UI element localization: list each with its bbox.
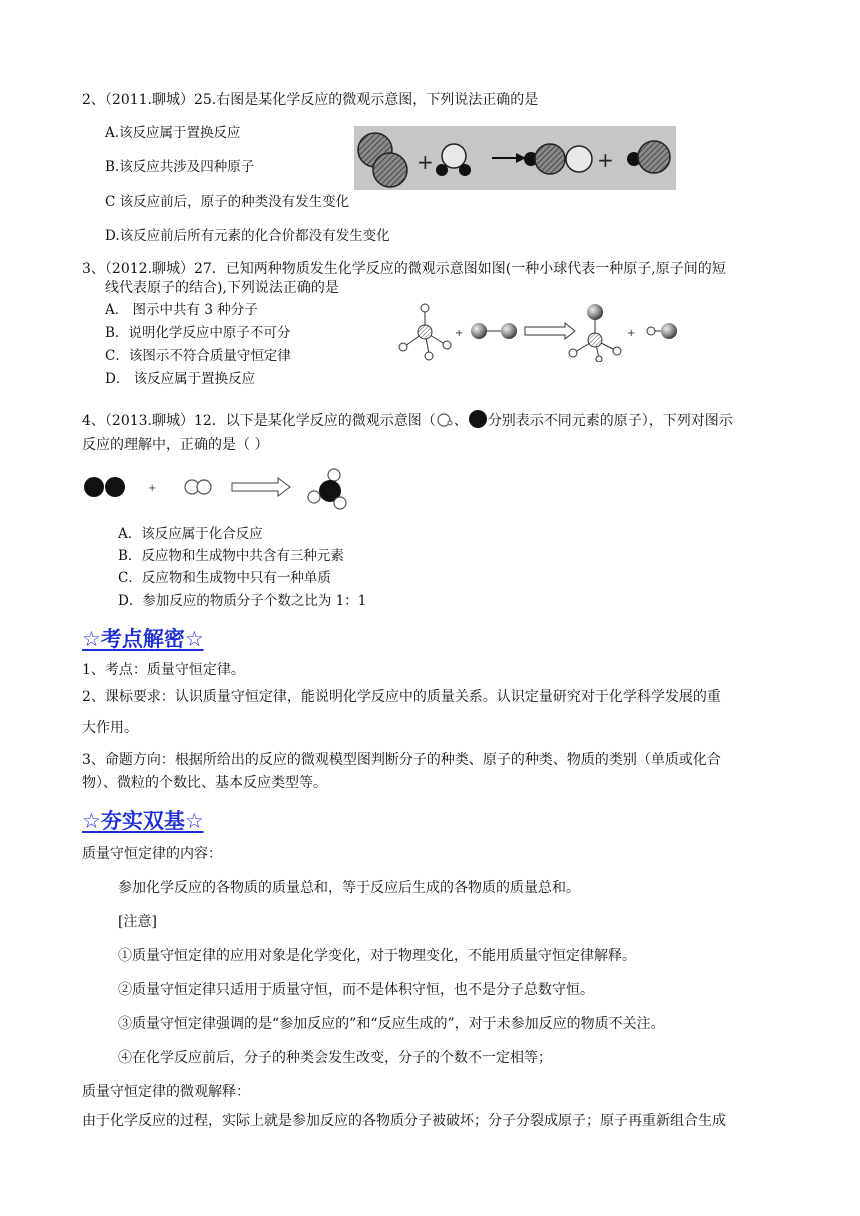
white-atom-legend-icon [436, 413, 454, 427]
note-4: ④在化学反应前后，分子的种类会发生改变，分子的个数不一定相等； [118, 1050, 552, 1066]
q4-stem-line1 [82, 409, 733, 430]
note-3: ③质量守恒定律强调的是“参加反应的”和“反应生成的”，对于未参加反应的物质不关注。 [118, 1016, 665, 1032]
black-atom-icon [84, 477, 104, 497]
q4-stem-part2: 分别表示不同元素的原子），下列对图示 [487, 413, 733, 429]
white-atom-icon [334, 497, 346, 509]
note-2: ②质量守恒定律只适用于质量守恒，而不是体积守恒，也不是分子总数守恒。 [118, 982, 594, 998]
gray-atom-icon [501, 323, 517, 339]
micro-text: 由于化学反应的过程，实际上就是参加反应的各物质分子被破坏；分子分裂成原子；原子再重新组合生成 [82, 1113, 726, 1129]
plus-sign: + [417, 150, 434, 174]
q2-reaction-diagram [354, 126, 676, 190]
q3-stem-line1: 3、（2012.聊城）27．已知两种物质发生化学反应的微观示意图如图(一种小球代表一种原子,原子间的短 [82, 261, 726, 277]
content-label: 质量守恒定律的内容： [82, 846, 222, 862]
plus-sign: + [455, 328, 464, 339]
white-atom-icon [308, 491, 320, 503]
q2-option-b: B.该反应共涉及四种原子 [105, 159, 255, 175]
gray-atom-icon [471, 323, 487, 339]
q2-option-d: D.该反应前后所有元素的化合价都没有发生变化 [105, 228, 390, 244]
q3-option-b: B．说明化学反应中原子不可分 [105, 325, 291, 341]
arrow-icon [232, 478, 290, 496]
q4-stem-line2: 反应的理解中，正确的是（ ） [82, 437, 269, 453]
q4-option-b: B．反应物和生成物中共含有三种元素 [118, 548, 344, 564]
q3-option-a: A． 图示中共有 3 种分子 [105, 302, 258, 318]
note-1: ①质量守恒定律的应用对象是化学变化，对于物理变化，不能用质量守恒定律解释。 [118, 948, 636, 964]
black-atom-legend-icon [468, 409, 488, 429]
white-atom-icon [566, 146, 592, 172]
q3-stem-line2: 线代表原子的结合),下列说法正确的是 [105, 280, 339, 296]
micro-label: 质量守恒定律的微观解释： [82, 1084, 250, 1100]
q4-stem-part1: 4、（2013.聊城）12．以下是某化学反应的微观示意图（ [82, 413, 436, 429]
section-heading-kaodian[interactable]: ☆考点解密☆ [82, 627, 204, 651]
q4-stem-sep: 、 [453, 413, 468, 429]
q3-option-c: C．该图示不符合质量守恒定律 [105, 348, 291, 364]
section-heading-hangshi[interactable]: ☆夯实双基☆ [82, 809, 204, 833]
gray-atom-icon [661, 323, 677, 339]
q2-option-a: A.该反应属于置换反应 [105, 125, 241, 141]
plus-sign: + [148, 483, 157, 494]
plus-sign: + [627, 328, 636, 339]
white-atom-icon [197, 480, 211, 494]
q3-reaction-diagram [395, 300, 695, 362]
q3-option-d: D． 该反应属于置换反应 [105, 371, 256, 387]
product-molecule [569, 304, 621, 362]
hatched-atom-icon [373, 153, 407, 187]
q4-reaction-diagram [82, 465, 357, 513]
hatched-atom-icon [535, 144, 565, 174]
plus-sign: + [597, 148, 614, 172]
q4-option-a: A．该反应属于化合反应 [118, 526, 263, 542]
black-atom-icon [436, 164, 448, 176]
methane-like-molecule [399, 304, 451, 360]
hatched-atom-icon [638, 141, 670, 173]
q2-stem: 2、（2011.聊城）25.右图是某化学反应的微观示意图，下列说法正确的是 [82, 92, 539, 108]
section1-item-2: 2、课标要求：认识质量守恒定律，能说明化学反应中的质量关系。认识定量研究对于化学科学发展的重 [82, 689, 721, 705]
black-atom-icon [459, 164, 471, 176]
q4-option-d: D．参加反应的物质分子个数之比为 1：1 [118, 593, 367, 609]
section1-item-1: 1、考点：质量守恒定律。 [82, 662, 245, 678]
q2-option-c: C 该反应前后，原子的种类没有发生变化 [105, 194, 350, 210]
arrow-icon [525, 323, 575, 339]
note-label: [注意] [118, 914, 157, 930]
white-atom-icon [328, 469, 340, 481]
section1-item-3-cont: 物）、微粒的个数比、基本反应类型等。 [82, 775, 327, 791]
black-atom-icon [105, 477, 125, 497]
definition-text: 参加化学反应的各物质的质量总和，等于反应后生成的各物质的质量总和。 [118, 880, 580, 896]
section1-item-3: 3、命题方向：根据所给出的反应的微观模型图判断分子的种类、原子的种类、物质的类别（单质或化合 [82, 752, 721, 768]
white-atom-icon [442, 144, 466, 168]
section1-item-2-cont: 大作用。 [82, 720, 138, 736]
q4-option-c: C．反应物和生成物中只有一种单质 [118, 570, 331, 586]
white-atom-icon [647, 327, 655, 335]
